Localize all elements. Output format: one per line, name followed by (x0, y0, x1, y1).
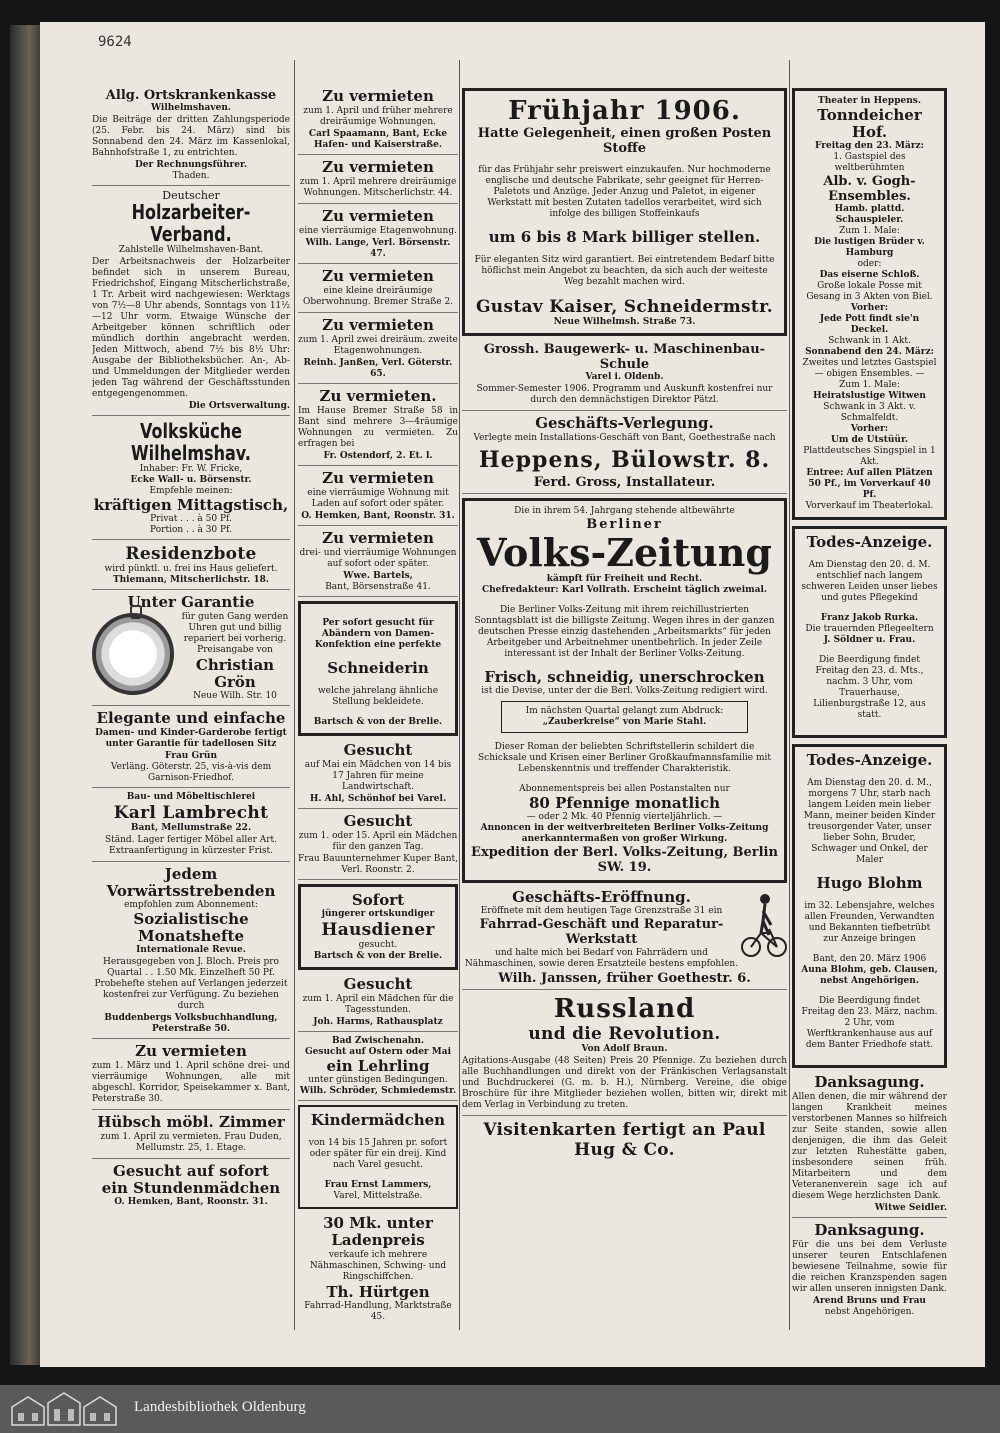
ad-text: nebst Angehörigen. (824, 1307, 915, 1317)
ad-hausdiener (298, 884, 458, 970)
ad-volkskueche (92, 420, 290, 540)
ad-price: Entree: Auf allen Plätzen 50 Pf., im Vorverkauf 40 Pf. (806, 468, 933, 500)
ad-body: Gesucht auf Ostern oder Mai (304, 1047, 452, 1057)
ad-body: zum 1. April ein Mädchen für die Tagesstunden. (302, 994, 454, 1015)
ad-title: Karl Lambrecht (113, 803, 269, 823)
ad-text: Vorher: (850, 424, 889, 434)
ad-pretitle: Deutscher (162, 189, 220, 202)
ad-todesanzeige-1 (792, 526, 947, 738)
ad-name: Gustav Kaiser, Schneidermstr. (475, 297, 773, 317)
ad-editor: Chefredakteur: Karl Vollrath. Erscheint täglich zweimal. (481, 585, 768, 595)
ad-text: oder: (857, 259, 882, 269)
ad-signature: Carl Spaamann, Bant, Ecke Hafen- und Kaiserstraße. (308, 129, 448, 150)
bicycle-drawing (741, 889, 787, 961)
ad-body: Verlegte mein Installations-Geschäft von Bant, Goethestraße nach (473, 433, 776, 443)
ad-author: Von Adolf Braun. (581, 1044, 668, 1054)
ad-body: Agitations-Ausgabe (48 Seiten) Preis 20 Pfennige. Zu beziehen durch alle Buchhandlungen und direkt von der Fränkischen Verlagsanstalt und Buchdruckerei (G. m. b. H.), Nürnberg. Vereine, die obige Broschüre für ihre Mitglieder beziehen wollen, bitten wir, direkt mit dem Verlag in Verbindung zu treten. (462, 1056, 787, 1110)
ad-text: Eröffnete mit dem heutigen Tage Grenzstraße 31 ein (480, 906, 723, 916)
ad-theater (792, 88, 947, 520)
ad-signature: Joh. Harms, Rathausplatz (313, 1017, 443, 1027)
ad-headline: Fahrrad-Geschäft und Reparatur-Werkstatt (479, 917, 724, 947)
ad-name: Frau Grün (165, 751, 217, 761)
ad-text: Schwank in 1 Akt. (828, 336, 911, 346)
ad-signature: Frau Ernst Lammers, (324, 1180, 432, 1190)
ad-signature: H. Ahl, Schönhof bei Varel. (309, 794, 447, 804)
ad-title: Visitenkarten fertigt an Paul Hug & Co. (483, 1120, 766, 1160)
ad-russland (462, 994, 787, 1116)
ad-headline: „Zauberkreise“ von Marie Stahl. (542, 717, 707, 727)
ad-subtitle: Varel i. Oldenb. (585, 372, 664, 382)
ad-body: Am Dienstag den 20. d. M., morgens 7 Uhr, starb nach langem Leiden mein lieber Mann, meiner beiden Kinder treusorgender Vater, unser lieber Sohn, Bruder, Schwager und Onkel, der Maler (803, 778, 936, 865)
ad-price: Privat . . . à 50 Pf. (150, 514, 232, 524)
ad-headline: Hatte Gelegenheit, einen großen Posten Stoffe (477, 126, 772, 156)
ad-subtitle: Internationale Revue. (136, 945, 246, 955)
ad-body: für guten Gang werden Uhren gut und billig repariert bei vorherig. Preisangabe von (181, 612, 289, 655)
ad-body: unter günstigen Bedingungen. (308, 1075, 448, 1085)
ad-signature: Thiemann, Mitscherlichstr. 18. (112, 575, 270, 585)
ad-name: Christian Grön (195, 656, 275, 691)
ad-play: Um de Utstüür. (830, 435, 909, 445)
ad-signature: Wilh. Janssen, früher Goethestr. 6. (498, 971, 751, 986)
ad-body: von 14 bis 15 Jahren pr. sofort oder später für ein dreij. Kind nach Varel gesucht. (308, 1138, 448, 1170)
ad-title: Zu vermieten (322, 207, 434, 225)
ad-signature: Fr. Ostendorf, 2. Et. l. (323, 451, 433, 461)
ad-text: Zweites und letztes Gastspiel — obigen Ensembles. — (802, 358, 937, 379)
ad-body: Für eleganten Sitz wird garantiert. Bei eintretendem Bedarf bitte höflichst mein Angebot zu beachten, da sich auch der weiteste Weg bezahlt machen wird. (474, 255, 775, 287)
ad-title: Elegante und einfache (96, 709, 286, 727)
ad-body: im 32. Lebensjahre, welches allen Freunden, Verwandten und Bekannten tiefbetrübt zur Anzeige bringen (804, 901, 935, 944)
ad-title: Zu vermieten (322, 529, 434, 547)
ad-vermieten-8 (298, 530, 458, 597)
ad-subtitle: Berliner (586, 517, 663, 532)
ad-play: Heiratslustige Witwen (813, 391, 926, 401)
ad-title: Zu vermieten (322, 88, 434, 105)
ad-text: Große lokale Posse mit Gesang in 3 Akten von Biel. (806, 281, 933, 302)
ad-body: verkaufe ich mehrere Nähmaschinen, Schwing- und Ringschiffchen. (309, 1250, 447, 1282)
ad-signature: Witwe Seidler. (874, 1203, 947, 1213)
ad-holzarbeiter (92, 190, 290, 416)
ad-text: Empfehle meinen: (149, 486, 233, 496)
ad-date: Freitag den 23. März: (815, 141, 924, 151)
ad-title: Holzarbeiter-Verband. (131, 200, 251, 246)
ad-signature: Bartsch & von der Brelie. (313, 951, 443, 961)
ad-price: 80 Pfennige monatlich (528, 794, 720, 812)
ad-text: Zum 1. Male: (839, 226, 900, 236)
book-spine (10, 25, 42, 1365)
ad-text: Hamb. plattd. Schauspieler. (834, 204, 905, 225)
ad-name: Hugo Blohm (816, 874, 923, 892)
ad-title: Danksagung. (814, 1073, 925, 1091)
ad-title: Grossh. Baugewerk- u. Maschinenbau-Schule (483, 342, 766, 372)
ad-pretitle: Sofort (351, 891, 405, 909)
ad-title: Geschäfts-Verlegung. (535, 414, 714, 432)
library-footer (0, 1385, 1000, 1433)
ad-price: um 6 bis 8 Mark billiger stellen. (488, 228, 761, 246)
ad-body: drei- und vierräumige Wohnungen auf sofort oder später. (299, 548, 457, 569)
ad-residenzbote (92, 544, 290, 590)
ad-baugewerkschule (462, 342, 787, 411)
ad-title: Gesucht (343, 812, 413, 830)
ad-title: Zu vermieten (322, 158, 434, 176)
ad-vermieten-7 (298, 470, 458, 526)
cyclist-icon (741, 889, 787, 961)
ad-title: Gesucht (343, 975, 413, 993)
ad-garderobe (92, 710, 290, 788)
ad-pretitle: Bad Zwischenahn. (331, 1036, 424, 1046)
ad-address: Neue Wilhelmsh. Straße 73. (553, 317, 696, 327)
ad-address: Fahrrad-Handlung, Marktstraße 45. (304, 1301, 452, 1322)
column-1 (92, 88, 290, 1348)
ad-geschaeftsverlegung (462, 415, 787, 494)
ad-gesucht-1 (298, 742, 458, 809)
ad-signature: Th. Hürtgen (326, 1283, 430, 1301)
ad-title: Volksküche Wilhelmshav. (131, 419, 251, 465)
ad-body: Die Beiträge der dritten Zahlungsperiode (25. Febr. bis 24. März) sind bis Sonnabend den 24. März im Kassenlokal, Bahnhofstraße 1, zu entrichten. (92, 115, 290, 158)
ad-text: Vorverkauf im Theaterlokal. (805, 501, 934, 511)
ad-subtitle: ein Stundenmädchen (101, 1179, 281, 1197)
ad-signature: Wwe. Bartels, (343, 571, 413, 581)
ad-signature: Expedition der Berl. Volks-Zeitung, Berlin SW. 19. (471, 845, 778, 875)
library-building-icon (8, 1391, 120, 1427)
ad-play: Die lustigen Brüder v. Hamburg (814, 237, 925, 258)
ad-headline: Alb. v. Gogh-Ensembles. (823, 174, 916, 204)
ad-title: Russland (553, 994, 696, 1024)
ad-title: Zu vermieten (322, 267, 434, 285)
ad-signature: Reinh. Janßen, Verl. Göterstr. 65. (303, 358, 453, 379)
ad-signature: Die Ortsverwaltung. (188, 401, 290, 411)
ad-volkszeitung (462, 498, 787, 883)
ad-name: Franz Jakob Rurka. (820, 613, 919, 623)
ad-title: Danksagung. (814, 1221, 925, 1239)
ad-body: eine vierräumige Etagenwohnung. (299, 226, 457, 236)
ad-address: Neue Wilh. Str. 10 (193, 691, 277, 701)
ad-signature: O. Hemken, Bant, Roonstr. 31. (114, 1197, 268, 1207)
ad-visitenkarten (462, 1120, 787, 1163)
column-rule (459, 60, 460, 1330)
ad-price: Portion . . à 30 Pf. (150, 525, 232, 535)
ad-body: eine vierräumige Wohnung mit Laden auf sofort oder später. (307, 488, 449, 509)
ad-monatshefte (92, 866, 290, 1039)
ad-body: Damen- und Kinder-Garderobe fertigt unter Garantie für tadellosen Sitz (95, 728, 287, 749)
ad-text: Vorher: (850, 303, 889, 313)
ad-pretitle: Bau- und Möbeltischlerei (126, 792, 256, 802)
column-3 (462, 88, 787, 1348)
ad-body: und halte mich bei Bedarf von Fahrrädern und Nähmaschinen, sowie deren Ersatzteile bestens empfohlen. (464, 948, 739, 969)
ad-vermieten-1 (298, 88, 458, 155)
ad-title: Zu vermieten (322, 316, 434, 334)
ad-ladenpreis (298, 1215, 458, 1326)
ad-ortskrankenkasse (92, 88, 290, 186)
ad-body: Allen denen, die mir während der langen Krankheit meines verstorbenen Mannes so hilfreich zur Seite standen, sowie allen denjenigen, die ihm das Geleit zur letzten Ruhestätte gaben, insbesondere seinen früh. Mitarbeitern und dem Veteranenverein sage ich auf diesem Wege herzlichsten Dank. (792, 1092, 947, 1201)
pocket-watch-icon (92, 613, 174, 695)
ad-subtitle: empfohlen zum Abonnement: (124, 900, 258, 910)
ad-lambrecht (92, 792, 290, 862)
ad-title: Jedem Vorwärtsstrebenden (106, 865, 276, 900)
ad-text: Annoncen in der weitverbreiteten Berliner Volks-Zeitung anerkanntermaßen von großer Wirkung. (480, 823, 769, 844)
ad-subtitle: kämpft für Freiheit und Recht. (546, 574, 703, 584)
ad-subtitle: und die Revolution. (528, 1024, 721, 1044)
page-number: 9624 (98, 34, 132, 50)
ad-title: Frühjahr 1906. (508, 96, 741, 126)
column-2 (298, 88, 458, 1348)
ad-signature: Frau Bauunternehmer Kuper Bant, Verl. Roonstr. 2. (298, 854, 458, 875)
ad-play: Jede Pott findt sie'n Deckel. (819, 314, 920, 335)
column-4 (792, 88, 947, 1348)
ad-pretitle: Theater in Heppens. (818, 96, 921, 106)
ad-gesucht-2 (298, 813, 458, 880)
ad-subtitle: jüngerer ortskundiger (321, 909, 435, 919)
ad-geschaeftseroeffnung (462, 889, 787, 990)
ad-title: Zu vermieten (322, 469, 434, 487)
ad-text: Plattdeutsches Singspiel in 1 Akt. (803, 446, 936, 467)
ad-signature: J. Söldner u. Frau. (823, 635, 916, 645)
ad-stundenmaedchen (92, 1163, 290, 1211)
ad-signature: Wilh. Schröder, Schmiedemstr. (299, 1086, 457, 1096)
library-name[interactable]: Landesbibliothek Oldenburg (134, 1399, 306, 1415)
ad-address: Varel, Mittelstraße. (333, 1191, 423, 1201)
ad-lehrling (298, 1036, 458, 1101)
ad-body: Der Arbeitsnachweis der Holzarbeiter befindet sich in unserem Bureau, Friedrichshof, Eingang Mitscherlichstraße, 1 Tr. Arbeit wird nachgewiesen: Werktags von 7½—8 Uhr abends, Sonntags von 11½—12 Uhr vorm. Etwaige Wünsche der Arbeitgeber können schriftlich oder mündlich dorthin angebracht werden. Jeden Mittwoch, abend 7½ bis 8½ Uhr: Ausgabe der Bibliotheksbücher. An-, Ab- und Ummeldungen der Mitglieder werden jeden Tag während der Geschäftsstunden entgegengenommen. (92, 257, 290, 399)
ad-uhren (92, 594, 290, 706)
ad-pretitle: Die in ihrem 54. Jahrgang stehende altbewährte (514, 506, 735, 516)
ad-signature: Ferd. Gross, Installateur. (533, 475, 716, 490)
ad-vermieten-4 (298, 268, 458, 313)
ad-title: Zu vermieten (135, 1042, 247, 1060)
ad-shop: Buddenbergs Volksbuchhandlung, (104, 1013, 278, 1023)
ad-title: Residenzbote (125, 544, 257, 564)
ad-text: Zum 1. Male: (839, 380, 900, 390)
ad-title: 30 Mk. unter Ladenpreis (323, 1214, 433, 1249)
ad-text: Abonnementspreis bei allen Postanstalten nur (519, 784, 730, 794)
ad-title: Kindermädchen (310, 1111, 446, 1129)
ad-title: Volks-Zeitung (476, 530, 772, 575)
ad-body: zum 1. April zwei dreiräum. zweite Etagenwohnungen. (298, 335, 458, 356)
ad-body: welche jahrelang ähnliche Stellung bekleidete. (317, 686, 439, 707)
ad-title: Allg. Ortskrankenkasse (105, 88, 277, 103)
ad-vermieten-6 (298, 388, 458, 466)
ad-body: Die Beerdigung findet Freitag den 23. März, nachm. 2 Uhr, vom Werftkrankenhause aus auf dem Banter Friedhofe statt. (801, 996, 938, 1050)
ad-date: Bant, den 20. März 1906 (812, 954, 927, 964)
ad-body: zum 1. April zu vermieten. Frau Duden, Mellumstr. 25, 1. Etage. (100, 1132, 282, 1153)
ad-body: Ständ. Lager fertiger Möbel aller Art. Extraanfertigung in kürzester Frist. (104, 835, 278, 856)
ad-text: ist die Devise, unter der die Berl. Volks-Zeitung redigiert wird. (481, 686, 768, 696)
ad-address: Verläng. Göterstr. 25, vis-à-vis dem Garnison-Friedhof. (110, 762, 272, 783)
ad-title: Tonndeicher Hof. (817, 106, 922, 141)
ad-signature: Bartsch & von der Brelie. (313, 717, 443, 727)
ad-title: Gesucht (343, 741, 413, 759)
ad-address: Bant, Börsenstraße 41. (325, 582, 431, 592)
ad-address: Heppens, Bülowstr. 8. (478, 447, 771, 473)
ad-text: gesucht. (358, 940, 398, 950)
ad-zimmer (92, 1114, 290, 1159)
ad-vermieten-2 (298, 159, 458, 204)
ad-date: Sonnabend den 24. März: (805, 347, 934, 357)
ad-subtitle: Zahlstelle Wilhelmshaven-Bant. (118, 245, 264, 255)
ad-body: zum 1. März und 1. April schöne drei- und vierräumige Wohnungen, alle mit abgeschl. Korridor, Speisekammer x. Bant, Peterstraße 30. (92, 1061, 290, 1104)
ad-signature: Arend Bruns und Frau (813, 1296, 926, 1306)
ad-body: Per sofort gesucht für Abändern von Damen-Konfektion eine perfekte (314, 618, 442, 650)
column-rule (294, 60, 295, 1330)
ad-title: Unter Garantie (127, 594, 255, 611)
ad-body: zum 1. April und früher mehrere dreiräumige Wohnungen. (303, 106, 453, 127)
ad-subtitle: Wilhelmshaven. (150, 103, 232, 113)
ad-vermieten-5 (298, 317, 458, 384)
ad-title: ein Lehrling (326, 1057, 430, 1075)
ad-kindermaedchen (298, 1105, 458, 1209)
ad-body: Dieser Roman der beliebten Schriftstellerin schildert die Schicksale und Krisen einer Berliner Großkaufmannsfamilie mit Lebenskenntnis und treffender Charakteristik. (478, 742, 771, 774)
ad-fruehjahr (462, 88, 787, 336)
ad-body: Am Dienstag den 20. d. M. entschlief nach langem schweren Leiden unser liebes und gutes Pflegekind (801, 560, 938, 603)
ad-title: Todes-Anzeige. (806, 751, 933, 769)
ad-gesucht-3 (298, 976, 458, 1032)
ad-signature: O. Hemken, Bant, Roonstr. 31. (301, 511, 455, 521)
ad-title: Zu vermieten. (319, 387, 437, 405)
ad-owner: Inhaber: Fr. W. Fricke, (139, 464, 243, 474)
ad-todesanzeige-2 (792, 744, 947, 1068)
ad-body: wird pünktl. u. frei ins Haus geliefert. (104, 564, 278, 574)
ad-signature: Auna Blohm, geb. Clausen, nebst Angehörigen. (801, 965, 938, 986)
ad-text: Schwank in 3 Akt. v. Schmalfeldt. (823, 402, 916, 423)
ad-address: Peterstraße 50. (151, 1024, 231, 1034)
ad-signature: Wilh. Lange, Verl. Börsenstr. 47. (305, 238, 451, 259)
ad-text: Im nächsten Quartal gelangt zum Abdruck: (525, 706, 724, 716)
ad-body: zum 1. April mehrere dreiräumige Wohnungen. Mitscherlichstr. 44. (299, 177, 457, 198)
ad-body: Herausgegeben von J. Bloch. Preis pro Quartal . . 1.50 Mk. Einzelheft 50 Pf. Probehefte stehen auf Verlangen jederzeit kostenfrei zur Verfügung. Zu beziehen durch (94, 957, 288, 1011)
ad-body: Die Berliner Volks-Zeitung mit ihrem reichillustrierten Sonntagsblatt ist die billigste Zeitung. Wegen ihres in der ganzen deutschen Presse einzig dastehenden „Arbeitsmarkts“ für jeden Arbeitgeber und Arbeitnehmer unentbehrlich. In jeder Zeile interessant ist der Inhalt der Berliner Volks-Zeitung. (474, 605, 775, 659)
ad-price: — oder 2 Mk. 40 Pfennig vierteljährlich. — (526, 812, 723, 822)
ad-headline: Sozialistische Monatshefte (133, 910, 249, 945)
ad-address: Ecke Wall- u. Börsenstr. (130, 475, 252, 485)
ad-schneiderin (298, 601, 458, 736)
ad-title: Hausdiener (321, 920, 435, 940)
ad-title: Schneiderin (327, 659, 429, 677)
ad-body: Sommer-Semester 1906. Programm und Auskunft kostenfrei nur durch den demnächstigen Direktor Pätzl. (476, 384, 773, 405)
ad-title: Gesucht auf sofort (113, 1162, 269, 1180)
ad-vermieten-3 (298, 208, 458, 264)
ad-zu-vermieten (92, 1043, 290, 1110)
ad-title: Hübsch möbl. Zimmer (97, 1113, 285, 1131)
ad-danksagung-1 (792, 1074, 947, 1218)
ad-headline: Frisch, schneidig, unerschrocken (484, 668, 765, 686)
ad-address: Bant, Mellumstraße 22. (130, 823, 252, 833)
ad-body: Die Beerdigung findet Freitag den 23. d. Mts., nachm. 3 Uhr, vom Trauerhause, Lilienburgstraße 12, aus statt. (813, 655, 926, 720)
ad-body: Für die uns bei dem Verluste unserer teuren Entschlafenen bewiesene Teilnahme, sowie für die reichen Kranzspenden sagen wir allen unseren innigsten Dank. (792, 1240, 947, 1294)
column-rule (789, 60, 790, 1330)
ad-title: Todes-Anzeige. (806, 533, 933, 551)
ad-body: zum 1. oder 15. April ein Mädchen für den ganzen Tag. (298, 831, 458, 852)
ad-headline: kräftigen Mittagstisch, (93, 496, 289, 514)
ad-play: Das eiserne Schloß. (819, 270, 920, 280)
ad-body: Im Hause Bremer Straße 58 in Bant sind mehrere 3—4räumige Wohnungen zu vermieten. Zu erfragen bei (298, 406, 458, 449)
ad-body: eine kleine dreiräumige Oberwohnung. Bremer Straße 2. (302, 286, 454, 307)
ad-title: Geschäfts-Eröffnung. (512, 888, 691, 906)
ad-body: für das Frühjahr sehr preiswert einzukaufen. Nur hochmoderne englische und deutsche Fabrikate, sehr geeignet für Herren-Paletots und Anzüge. Jeder Anzug und Paletot, in eigener Werkstatt mit besten Zutaten tadellos verarbeitet, wird sich infolge des billigen Stoffeinkaufs (478, 165, 771, 219)
ad-body: auf Mai ein Mädchen von 14 bis 17 Jahren für meine Landwirtschaft. (304, 760, 452, 792)
ad-danksagung-2 (792, 1222, 947, 1321)
ad-name: Thaden. (172, 171, 210, 181)
novel-box (501, 701, 748, 733)
ad-text: Die trauernden Pflegeeltern (805, 624, 934, 634)
ad-signature: Der Rechnungsführer. (134, 160, 248, 170)
ad-text: 1. Gastspiel des weltberühmten (833, 152, 906, 173)
